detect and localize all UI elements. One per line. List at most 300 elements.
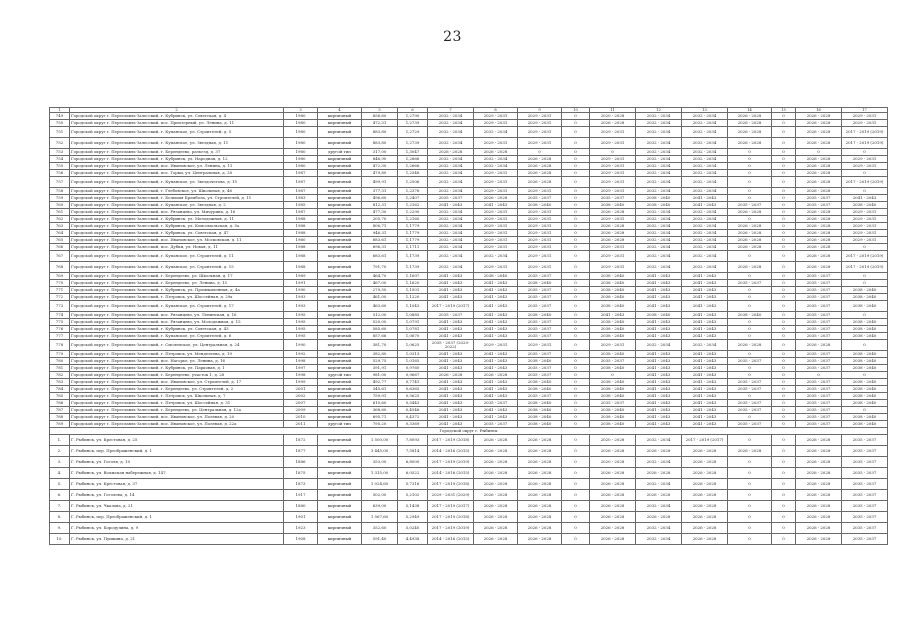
table-cell: 2029 - 2031 — [590, 156, 636, 163]
table-cell: 477,30 — [362, 209, 398, 216]
table-cell: 0,5625 — [398, 393, 428, 400]
address-cell: Городской округ г. Переславль-Залесский, г. Кубринск, ул. Молодежная, д. 11 — [70, 216, 284, 223]
table-cell: 6,8000 — [398, 457, 428, 468]
table-cell: 762 — [50, 216, 70, 223]
table-cell: кирпичный — [318, 156, 362, 163]
table-cell: 0 — [728, 149, 772, 156]
table-cell: 2032 - 2034 — [636, 127, 682, 138]
table-cell: 2029 - 2031 — [474, 113, 518, 120]
table-cell: 2041 - 2043 — [428, 407, 474, 414]
table-cell: 0 — [562, 446, 590, 457]
table-cell: 2026 - 2028 — [796, 501, 842, 512]
table-cell: 2041 - 2043 — [636, 400, 682, 407]
table-cell: 2029 - 2031 — [590, 163, 636, 170]
table-cell: 2029 - 2031 — [590, 188, 636, 195]
table-cell: 1990 — [284, 287, 318, 294]
table-cell: 2041 - 2043 — [474, 333, 518, 340]
table-cell: 1987 — [284, 170, 318, 177]
table-cell: 2038 - 2040 — [590, 202, 636, 209]
table-cell: 2026 - 2028 — [636, 446, 682, 457]
table-cell: 2026 - 2028 — [728, 209, 772, 216]
address-cell: Городской округ г. Переславль-Залесский, пос. Рязанцево, ул. Мичурина, д. 16 — [70, 209, 284, 216]
table-cell: 1,2407 — [398, 195, 428, 202]
table-cell: 0 — [842, 273, 888, 280]
table-cell: 492,77 — [362, 379, 398, 386]
table-cell: 2032 - 2034 — [682, 209, 728, 216]
table-cell: 2041 - 2043 — [636, 393, 682, 400]
table-cell: 1,1739 — [398, 251, 428, 262]
table-cell: 4. — [50, 468, 70, 479]
table-cell: 0 — [772, 312, 796, 319]
table-cell: 2035 - 2037 — [842, 446, 888, 457]
table-cell: 0 — [562, 386, 590, 393]
table-cell: 2026 - 2028 — [796, 120, 842, 127]
table-cell: 2038 - 2040 — [842, 386, 888, 393]
table-cell: 777 — [50, 333, 70, 340]
table-cell: 1 500,00 — [362, 435, 398, 446]
table-cell: 2029 - 2031 — [842, 223, 888, 230]
table-cell: 776 — [50, 326, 70, 333]
table-cell: 0,4372 — [398, 414, 428, 421]
table-cell: 2032 - 2034 — [636, 188, 682, 195]
table-cell: 0 — [562, 163, 590, 170]
table-cell: 0 — [772, 446, 796, 457]
table-cell: 1980 — [284, 127, 318, 138]
table-cell: кирпичный — [318, 138, 362, 149]
table-cell: 2041 - 2043 — [474, 365, 518, 372]
table-cell: 2041 - 2043 — [474, 319, 518, 326]
table-cell: 0 — [772, 163, 796, 170]
table-row — [50, 365, 888, 372]
table-cell: 2. — [50, 446, 70, 457]
table-cell: 1,1220 — [398, 294, 428, 301]
table-cell: 0 — [562, 209, 590, 216]
table-cell: 2041 - 2043 — [636, 386, 682, 393]
table-cell: кирпичный — [318, 468, 362, 479]
header-cell: 10 — [562, 108, 590, 113]
table-cell: 0 — [772, 512, 796, 523]
table-cell: 2035 - 2037 — [428, 312, 474, 319]
table-row — [50, 216, 888, 223]
table-cell: 0 — [562, 251, 590, 262]
table-cell: 0,4546 — [398, 407, 428, 414]
address-cell: Городской округ г. Переславль-Залесский, г. Берендеево, ул. Строителей, д. 2 — [70, 386, 284, 393]
table-cell: 2038 - 2040 — [590, 421, 636, 428]
table-cell: 774 — [50, 312, 70, 319]
table-cell: 1988 — [284, 244, 318, 251]
address-cell: Городской округ г. Переславль-Залесский, г. Купанское, ул. Строителей, д. 5 — [70, 127, 284, 138]
table-cell: 2026 - 2028 — [796, 262, 842, 273]
table-cell: 2041 - 2043 — [682, 386, 728, 393]
table-cell: 2038 - 2040 — [842, 379, 888, 386]
table-cell: 1873 — [284, 479, 318, 490]
table-cell: 2026 - 2028 — [728, 230, 772, 237]
table-cell: 3. — [50, 457, 70, 468]
table-cell: кирпичный — [318, 188, 362, 195]
header-cell: 5 — [362, 108, 398, 113]
table-cell: 0 — [562, 202, 590, 209]
table-cell: 766 — [50, 244, 70, 251]
table-cell: 0 — [772, 479, 796, 490]
table-cell: 2041 - 2043 — [682, 333, 728, 340]
table-row — [50, 312, 888, 319]
table-cell: 2026 - 2028 — [796, 223, 842, 230]
address-cell: Г. Рыбинск, ул. Пушкина, д. 21 — [70, 534, 284, 545]
table-cell: 1999 — [284, 379, 318, 386]
table-cell: 2032 - 2034 — [682, 120, 728, 127]
table-cell: 2032 - 2034 — [682, 251, 728, 262]
table-cell: 2014 - 2016 (2015) — [428, 446, 474, 457]
table-cell: 2032 - 2034 — [636, 251, 682, 262]
table-cell: 1,1697 — [398, 273, 428, 280]
table-cell: 2026 - 2028 — [518, 468, 562, 479]
table-cell: 0 — [772, 319, 796, 326]
table-cell: 2026 - 2028 — [796, 113, 842, 120]
table-cell: 1993 — [284, 294, 318, 301]
table-cell: 0 — [772, 365, 796, 372]
table-cell: 0 — [562, 407, 590, 414]
table-cell: 2026 - 2028 — [682, 534, 728, 545]
table-cell: 472,30 — [362, 163, 398, 170]
table-cell: 2035 - 2037 (2020-2022) — [428, 340, 474, 351]
table-cell: 7,8093 — [398, 435, 428, 446]
table-cell: 0 — [772, 435, 796, 446]
table-cell: 0 — [772, 400, 796, 407]
table-cell: 0 — [772, 351, 796, 358]
table-cell: 2026 - 2028 — [682, 446, 728, 457]
table-cell: 2035 - 2037 — [842, 457, 888, 468]
table-cell: 2026 - 2028 — [796, 209, 842, 216]
table-cell: 0 — [772, 209, 796, 216]
table-cell: 2041 - 2043 — [682, 372, 728, 379]
table-cell: 2032 - 2034 — [428, 262, 474, 273]
table-cell: кирпичный — [318, 435, 362, 446]
table-row — [50, 400, 888, 407]
table-cell: 780 — [50, 358, 70, 365]
table-cell: 1,0885 — [398, 312, 428, 319]
table-cell: 2029 - 2031 — [474, 237, 518, 244]
table-cell: 2041 - 2043 — [474, 301, 518, 312]
table-cell: кирпичный — [318, 177, 362, 188]
table-cell: 0 — [562, 351, 590, 358]
table-cell: 2032 - 2034 — [428, 156, 474, 163]
table-cell: 2038 - 2040 — [590, 407, 636, 414]
table-cell: 352,60 — [362, 523, 398, 534]
table-cell: 763 — [50, 223, 70, 230]
table-cell: 0 — [562, 319, 590, 326]
table-cell: 2029 - 2031 — [518, 251, 562, 262]
table-cell: 0 — [772, 138, 796, 149]
table-row — [50, 209, 888, 216]
table-cell: 2038 - 2040 — [842, 333, 888, 340]
table-cell: 1,2739 — [398, 120, 428, 127]
table-cell: 2026 - 2028 — [518, 435, 562, 446]
table-cell: 1 024,60 — [362, 479, 398, 490]
table-cell: 1872 — [284, 435, 318, 446]
table-cell: 750 — [50, 120, 70, 127]
table-cell: 695,71 — [362, 414, 398, 421]
table-cell: 2032 - 2034 — [636, 177, 682, 188]
table-cell: 2041 - 2043 — [474, 358, 518, 365]
table-cell: 2032 - 2034 — [428, 230, 474, 237]
table-cell: 0 — [842, 280, 888, 287]
table-cell: 1,2546 — [398, 170, 428, 177]
table-cell: 0 — [562, 435, 590, 446]
table-cell: 2041 - 2043 — [682, 358, 728, 365]
table-cell: 5,2949 — [398, 512, 428, 523]
table-cell: 0 — [562, 138, 590, 149]
table-cell: 2041 - 2043 — [474, 312, 518, 319]
table-cell: 2032 - 2034 — [636, 216, 682, 223]
table-cell: кирпичный — [318, 512, 362, 523]
table-row — [50, 393, 888, 400]
table-cell: 3 445,00 — [362, 446, 398, 457]
table-cell: 0 — [772, 421, 796, 428]
table-cell: 1987 — [284, 209, 318, 216]
table-cell: 2029 - 2031 — [518, 223, 562, 230]
table-cell: 2026 - 2028 — [518, 163, 562, 170]
table-cell: 2041 - 2043 — [428, 333, 474, 340]
table-cell: 784 — [50, 386, 70, 393]
table-cell: 2026 - 2028 — [796, 177, 842, 188]
address-cell: Городской округ г. Переславль-Залесский, г. Купанское, ул. Строителей, д. 17 — [70, 301, 284, 312]
table-cell: 773 — [50, 301, 70, 312]
table-cell: 2035 - 2037 — [796, 358, 842, 365]
table-cell: кирпичный — [318, 446, 362, 457]
table-cell: 2035 - 2037 — [796, 421, 842, 428]
table-cell: 1988 — [284, 216, 318, 223]
table-cell: 756 — [50, 170, 70, 177]
table-cell: 2026 - 2028 — [796, 170, 842, 177]
address-cell: Г. Рыбинск, пер. Преображенский, д. 1 — [70, 512, 284, 523]
table-cell: 856,60 — [362, 113, 398, 120]
table-cell: 0 — [772, 177, 796, 188]
table-cell: 0 — [728, 287, 772, 294]
table-cell: 2026 - 2028 — [682, 523, 728, 534]
table-cell: 0 — [772, 195, 796, 202]
table-cell: 2029 - 2031 — [474, 170, 518, 177]
table-row — [50, 326, 888, 333]
table-cell: 2029 - 2031 — [518, 244, 562, 251]
table-cell: 2035 - 2037 — [590, 358, 636, 365]
address-cell: Городской округ г. Переславль-Залесский, г. Берендеево, ул. Центральная, д. 12а — [70, 407, 284, 414]
table-cell: 2026 - 2028 — [728, 113, 772, 120]
table-cell: 2035 - 2037 — [796, 287, 842, 294]
table-row — [50, 127, 888, 138]
table-cell: 2038 - 2040 — [842, 414, 888, 421]
table-cell: 0 — [842, 372, 888, 379]
table-cell: 0 — [562, 414, 590, 421]
table-cell: 2041 - 2043 — [636, 326, 682, 333]
table-cell: 472,31 — [362, 120, 398, 127]
table-cell: 512,00 — [362, 312, 398, 319]
table-cell: 2038 - 2040 — [590, 379, 636, 386]
table-cell: 0 — [562, 333, 590, 340]
table-cell: 2029 - 2031 — [590, 216, 636, 223]
table-cell: 2032 - 2034 — [636, 120, 682, 127]
table-row — [50, 407, 888, 414]
table-cell: 2038 - 2040 — [636, 195, 682, 202]
table-cell: 0 — [728, 512, 772, 523]
table-cell: 2029 - 2031 — [590, 262, 636, 273]
address-cell: Городской округ г. Переславль-Залесский, пос. Нагорье, ул. Ленина, д. 16 — [70, 358, 284, 365]
table-cell: 1877 — [284, 446, 318, 457]
table-cell: 2041 - 2043 — [636, 365, 682, 372]
table-cell: кирпичный — [318, 287, 362, 294]
table-cell: 2026 - 2028 — [682, 501, 728, 512]
table-cell: 2035 - 2037 — [518, 326, 562, 333]
table-cell: 812,31 — [362, 202, 398, 209]
table-cell: 1987 — [284, 177, 318, 188]
table-cell: 2026 - 2028 — [796, 340, 842, 351]
table-cell: 2026 - 2028 — [636, 512, 682, 523]
table-cell: 2035 - 2037 — [590, 400, 636, 407]
table-cell: 2041 - 2043 — [636, 372, 682, 379]
table-cell: 2026 - 2028 — [474, 457, 518, 468]
table-cell: 0 — [562, 237, 590, 244]
table-cell: 0 — [728, 216, 772, 223]
table-cell: 0 — [562, 457, 590, 468]
table-cell: 1,1620 — [398, 280, 428, 287]
table-cell: кирпичный — [318, 400, 362, 407]
table-cell: 2032 - 2034 — [682, 340, 728, 351]
table-cell: 1990 — [284, 340, 318, 351]
table-cell: 2035 - 2037 — [796, 280, 842, 287]
table-cell: 0 — [562, 365, 590, 372]
address-cell: Городской округ г. Переславль-Залесский, г. Петровск, ул. Школьная, д. 7 — [70, 393, 284, 400]
table-cell: 2041 - 2043 — [682, 407, 728, 414]
table-cell: 2038 - 2040 — [518, 358, 562, 365]
table-cell: 2029 - 2031 — [474, 188, 518, 195]
table-cell: 7,5814 — [398, 446, 428, 457]
table-cell: 759,91 — [362, 393, 398, 400]
table-cell: 2029 - 2031 — [518, 216, 562, 223]
table-row — [50, 501, 888, 512]
table-cell: 2029 - 2031 — [590, 127, 636, 138]
table-cell: 2002 — [284, 393, 318, 400]
table-cell: кирпичный — [318, 457, 362, 468]
table-cell: 0 — [728, 468, 772, 479]
table-row — [50, 287, 888, 294]
table-cell: 2032 - 2034 — [682, 138, 728, 149]
table-cell: 1987 — [284, 188, 318, 195]
table-cell: 1,2729 — [398, 127, 428, 138]
table-cell: 2032 - 2034 — [636, 435, 682, 446]
table-cell: 0 — [842, 340, 888, 351]
table-cell: 2026 - 2028 — [728, 237, 772, 244]
table-cell: 1,1501 — [398, 287, 428, 294]
table-cell: 2029 - 2031 — [474, 138, 518, 149]
header-cell: 6 — [398, 108, 428, 113]
header-cell: 12 — [636, 108, 682, 113]
table-cell: 2041 - 2043 — [636, 379, 682, 386]
table-cell: 2035 - 2037 — [842, 512, 888, 523]
table-cell: 1,2506 — [398, 177, 428, 188]
table-cell: кирпичный — [318, 127, 362, 138]
address-cell: Г. Рыбинск, пер. Преображенский, д. 1 — [70, 446, 284, 457]
table-cell: 2035 - 2037 — [842, 490, 888, 501]
table-cell: кирпичный — [318, 163, 362, 170]
table-cell: 2029 - 2031 — [518, 120, 562, 127]
table-cell: 0 — [772, 534, 796, 545]
table-cell: 2026 - 2028 — [474, 501, 518, 512]
table-cell: 0 — [772, 386, 796, 393]
table-cell: 2038 - 2040 — [590, 393, 636, 400]
table-cell: 2041 - 2043 — [428, 365, 474, 372]
table-cell: 2026 - 2028 — [474, 435, 518, 446]
table-cell: 2029 - 2031 — [474, 216, 518, 223]
table-cell: 2026 - 2028 — [518, 170, 562, 177]
table-cell: 2026 - 2028 — [590, 209, 636, 216]
table-cell: кирпичный — [318, 479, 362, 490]
table-cell: 0 — [562, 358, 590, 365]
address-cell: Городской округ г. Переславль-Залесский, г. Купанское, ул. Строителей, д. 6 — [70, 333, 284, 340]
table-cell: 2032 - 2034 — [636, 340, 682, 351]
table-cell: 1 315,00 — [362, 468, 398, 479]
table-cell: 0 — [796, 149, 842, 156]
table-cell: 2017 - 2019 (2017) — [428, 501, 474, 512]
address-cell: Городской округ г. Переславль-Залесский, г. Большая Брембола, ул. Строителей, д. 11 — [70, 195, 284, 202]
table-cell: 2038 - 2040 — [842, 294, 888, 301]
table-cell: 795,20 — [362, 421, 398, 428]
table-cell: 2041 - 2043 — [428, 351, 474, 358]
table-cell: 0 — [728, 414, 772, 421]
table-cell: 0 — [562, 188, 590, 195]
table-cell: 753 — [50, 149, 70, 156]
table-cell: 2026 - 2028 — [518, 490, 562, 501]
table-row — [50, 170, 888, 177]
table-cell: 846,90 — [362, 156, 398, 163]
table-cell: 0 — [772, 523, 796, 534]
table-cell: 0 — [772, 340, 796, 351]
table-cell: 2038 - 2040 — [590, 333, 636, 340]
table-cell: 368,60 — [362, 407, 398, 414]
table-cell: 2026 - 2028 — [636, 490, 682, 501]
table-cell: 2026 - 2028 — [474, 490, 518, 501]
table-row — [50, 230, 888, 237]
table-cell: 2041 - 2043 — [428, 202, 474, 209]
table-cell: 2026 - 2028 — [474, 149, 518, 156]
table-cell: 2038 - 2040 — [518, 407, 562, 414]
table-cell: 0 — [562, 490, 590, 501]
table-cell: 5,0240 — [398, 523, 428, 534]
table-cell: 2026 - 2028 — [796, 457, 842, 468]
table-cell: 2026 - 2028 — [796, 138, 842, 149]
table-cell: 2038 - 2040 — [590, 287, 636, 294]
table-cell: 2041 - 2043 — [682, 202, 728, 209]
table-cell: 2032 - 2034 — [428, 209, 474, 216]
table-cell: 2032 - 2034 — [428, 188, 474, 195]
table-cell: 2038 - 2040 — [590, 294, 636, 301]
table-cell: 883,80 — [362, 138, 398, 149]
table-cell: 2026 - 2028 — [728, 138, 772, 149]
table-cell: 1908 — [284, 534, 318, 545]
table-cell: 0 — [562, 287, 590, 294]
table-cell: кирпичный — [318, 209, 362, 216]
table-cell: 2029 - 2031 — [842, 163, 888, 170]
table-cell: кирпичный — [318, 195, 362, 202]
table-cell: 0 — [772, 280, 796, 287]
table-cell: 1992 — [284, 351, 318, 358]
table-row — [50, 149, 888, 156]
table-cell: 0 — [728, 365, 772, 372]
table-cell: 2017 - 2019 (2019) — [842, 251, 888, 262]
table-cell: 778 — [50, 340, 70, 351]
table-cell: кирпичный — [318, 523, 362, 534]
table-cell: 0 — [772, 127, 796, 138]
table-cell: 1995 — [284, 333, 318, 340]
table-cell: 1,1779 — [398, 230, 428, 237]
